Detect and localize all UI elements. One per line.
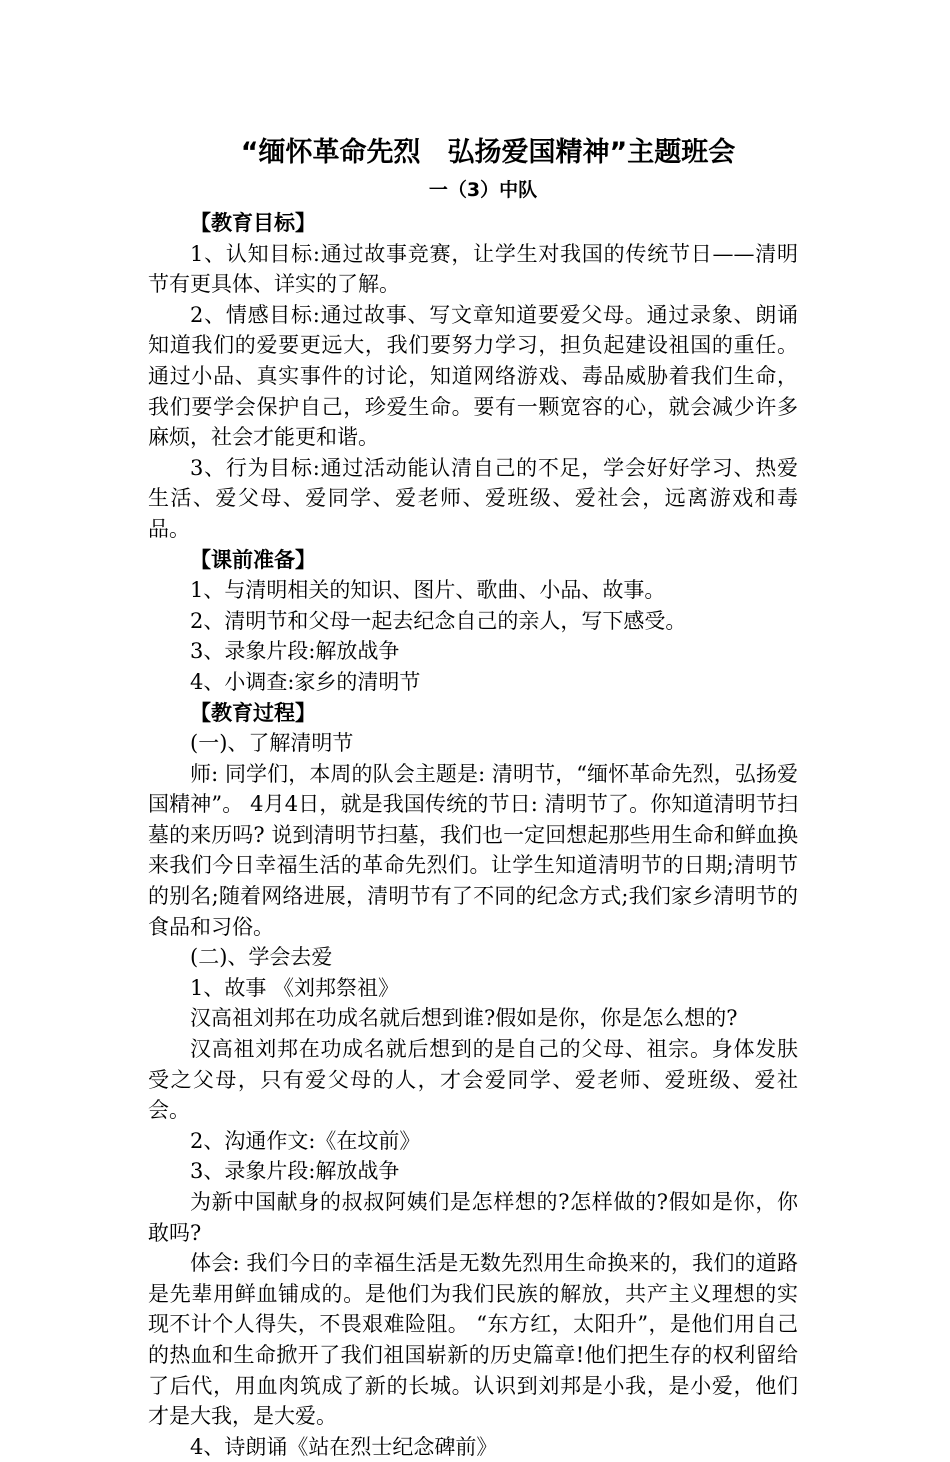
class-subtitle: 一（3）中队 bbox=[428, 179, 538, 201]
goal-cognitive: 1、认知目标:通过故事竞赛，让学生对我国的传统节日——清明节有更具体、详实的了解。 bbox=[148, 241, 798, 297]
goal-emotional: 2、情感目标:通过故事、写文章知道要爱父母。通过录象、朗诵知道我们的爱要更远大，我们要努力学习，担负起建设祖国的重任。通过小品、真实事件的讨论，知道网络游戏、毒品威胁着我们生命，我们要学会保护自己，珍爱生命。要有一颗宽容的心，就会减少许多麻烦，社会才能更和谐。 bbox=[148, 302, 798, 450]
process-item: 3、录象片段:解放战争 bbox=[190, 1159, 400, 1184]
process-item: 1、故事 《刘邦祭祖》 bbox=[190, 975, 400, 1000]
section-heading-process: 【教育过程】 bbox=[190, 700, 316, 725]
prep-item: 3、录象片段:解放战争 bbox=[190, 639, 400, 664]
prep-item: 4、小调查:家乡的清明节 bbox=[190, 669, 421, 694]
process-paragraph: 汉高祖刘邦在功成名就后想到的是自己的父母、祖宗。身体发肤受之父母，只有爱父母的人，才会爱同学、爱老师、爱班级、爱社会。 bbox=[148, 1037, 798, 1123]
prep-item: 2、清明节和父母一起去纪念自己的亲人，写下感受。 bbox=[190, 608, 687, 633]
document-title: “缅怀革命先烈 弘扬爱国精神”主题班会 bbox=[240, 137, 736, 168]
section-heading-prep: 【课前准备】 bbox=[190, 547, 316, 572]
document-page bbox=[148, 134, 798, 1462]
process-subheading: (二)、学会去爱 bbox=[190, 945, 333, 970]
process-subheading: (一)、了解清明节 bbox=[190, 731, 354, 756]
process-paragraph: 为新中国献身的叔叔阿姨们是怎样想的?怎样做的?假如是你，你敢吗? bbox=[148, 1190, 798, 1245]
process-item: 2、沟通作文:《在坟前》 bbox=[190, 1128, 421, 1153]
process-paragraph: 师: 同学们，本周的队会主题是: 清明节，“缅怀革命先烈，弘扬爱国精神”。 4月4日，就是我国传统的节日: 清明节了。你知道清明节扫墓的来历吗? 说到清明节扫墓，我们也一定回想起那些用生命和鲜血换来我们今日幸福生活的革命先烈们。让学生知道清明节的日期;清明节的别名;随着网络进展，清明节有了不同的纪念方式;我们家乡清明节的食品和习俗。 bbox=[148, 761, 798, 939]
process-item: 4、诗朗诵《站在烈士纪念碑前》 bbox=[190, 1434, 498, 1459]
process-paragraph: 体会: 我们今日的幸福生活是无数先烈用生命换来的，我们的道路是先辈用鲜血铺成的。是他们为我们民族的解放，共产主义理想的实现不计个人得失，不畏艰难险阻。 “东方红，太阳升”，是他们用自己的热血和生命掀开了我们祖国崭新的历史篇章!他们把生存的权利留给了后代，用血肉筑成了新的长城。认识到刘邦是小我，是小爱，他们才是大我，是大爱。 bbox=[148, 1251, 798, 1429]
prep-item: 1、与清明相关的知识、图片、歌曲、小品、故事。 bbox=[190, 578, 666, 603]
process-paragraph: 汉高祖刘邦在功成名就后想到谁?假如是你，你是怎么想的? bbox=[190, 1006, 738, 1031]
section-heading-goals: 【教育目标】 bbox=[190, 211, 316, 235]
goal-behavioral: 3、行为目标:通过活动能认清自己的不足，学会好好学习、热爱生活、爱父母、爱同学、爱老师、爱班级、爱社会，远离游戏和毒品。 bbox=[148, 455, 798, 541]
